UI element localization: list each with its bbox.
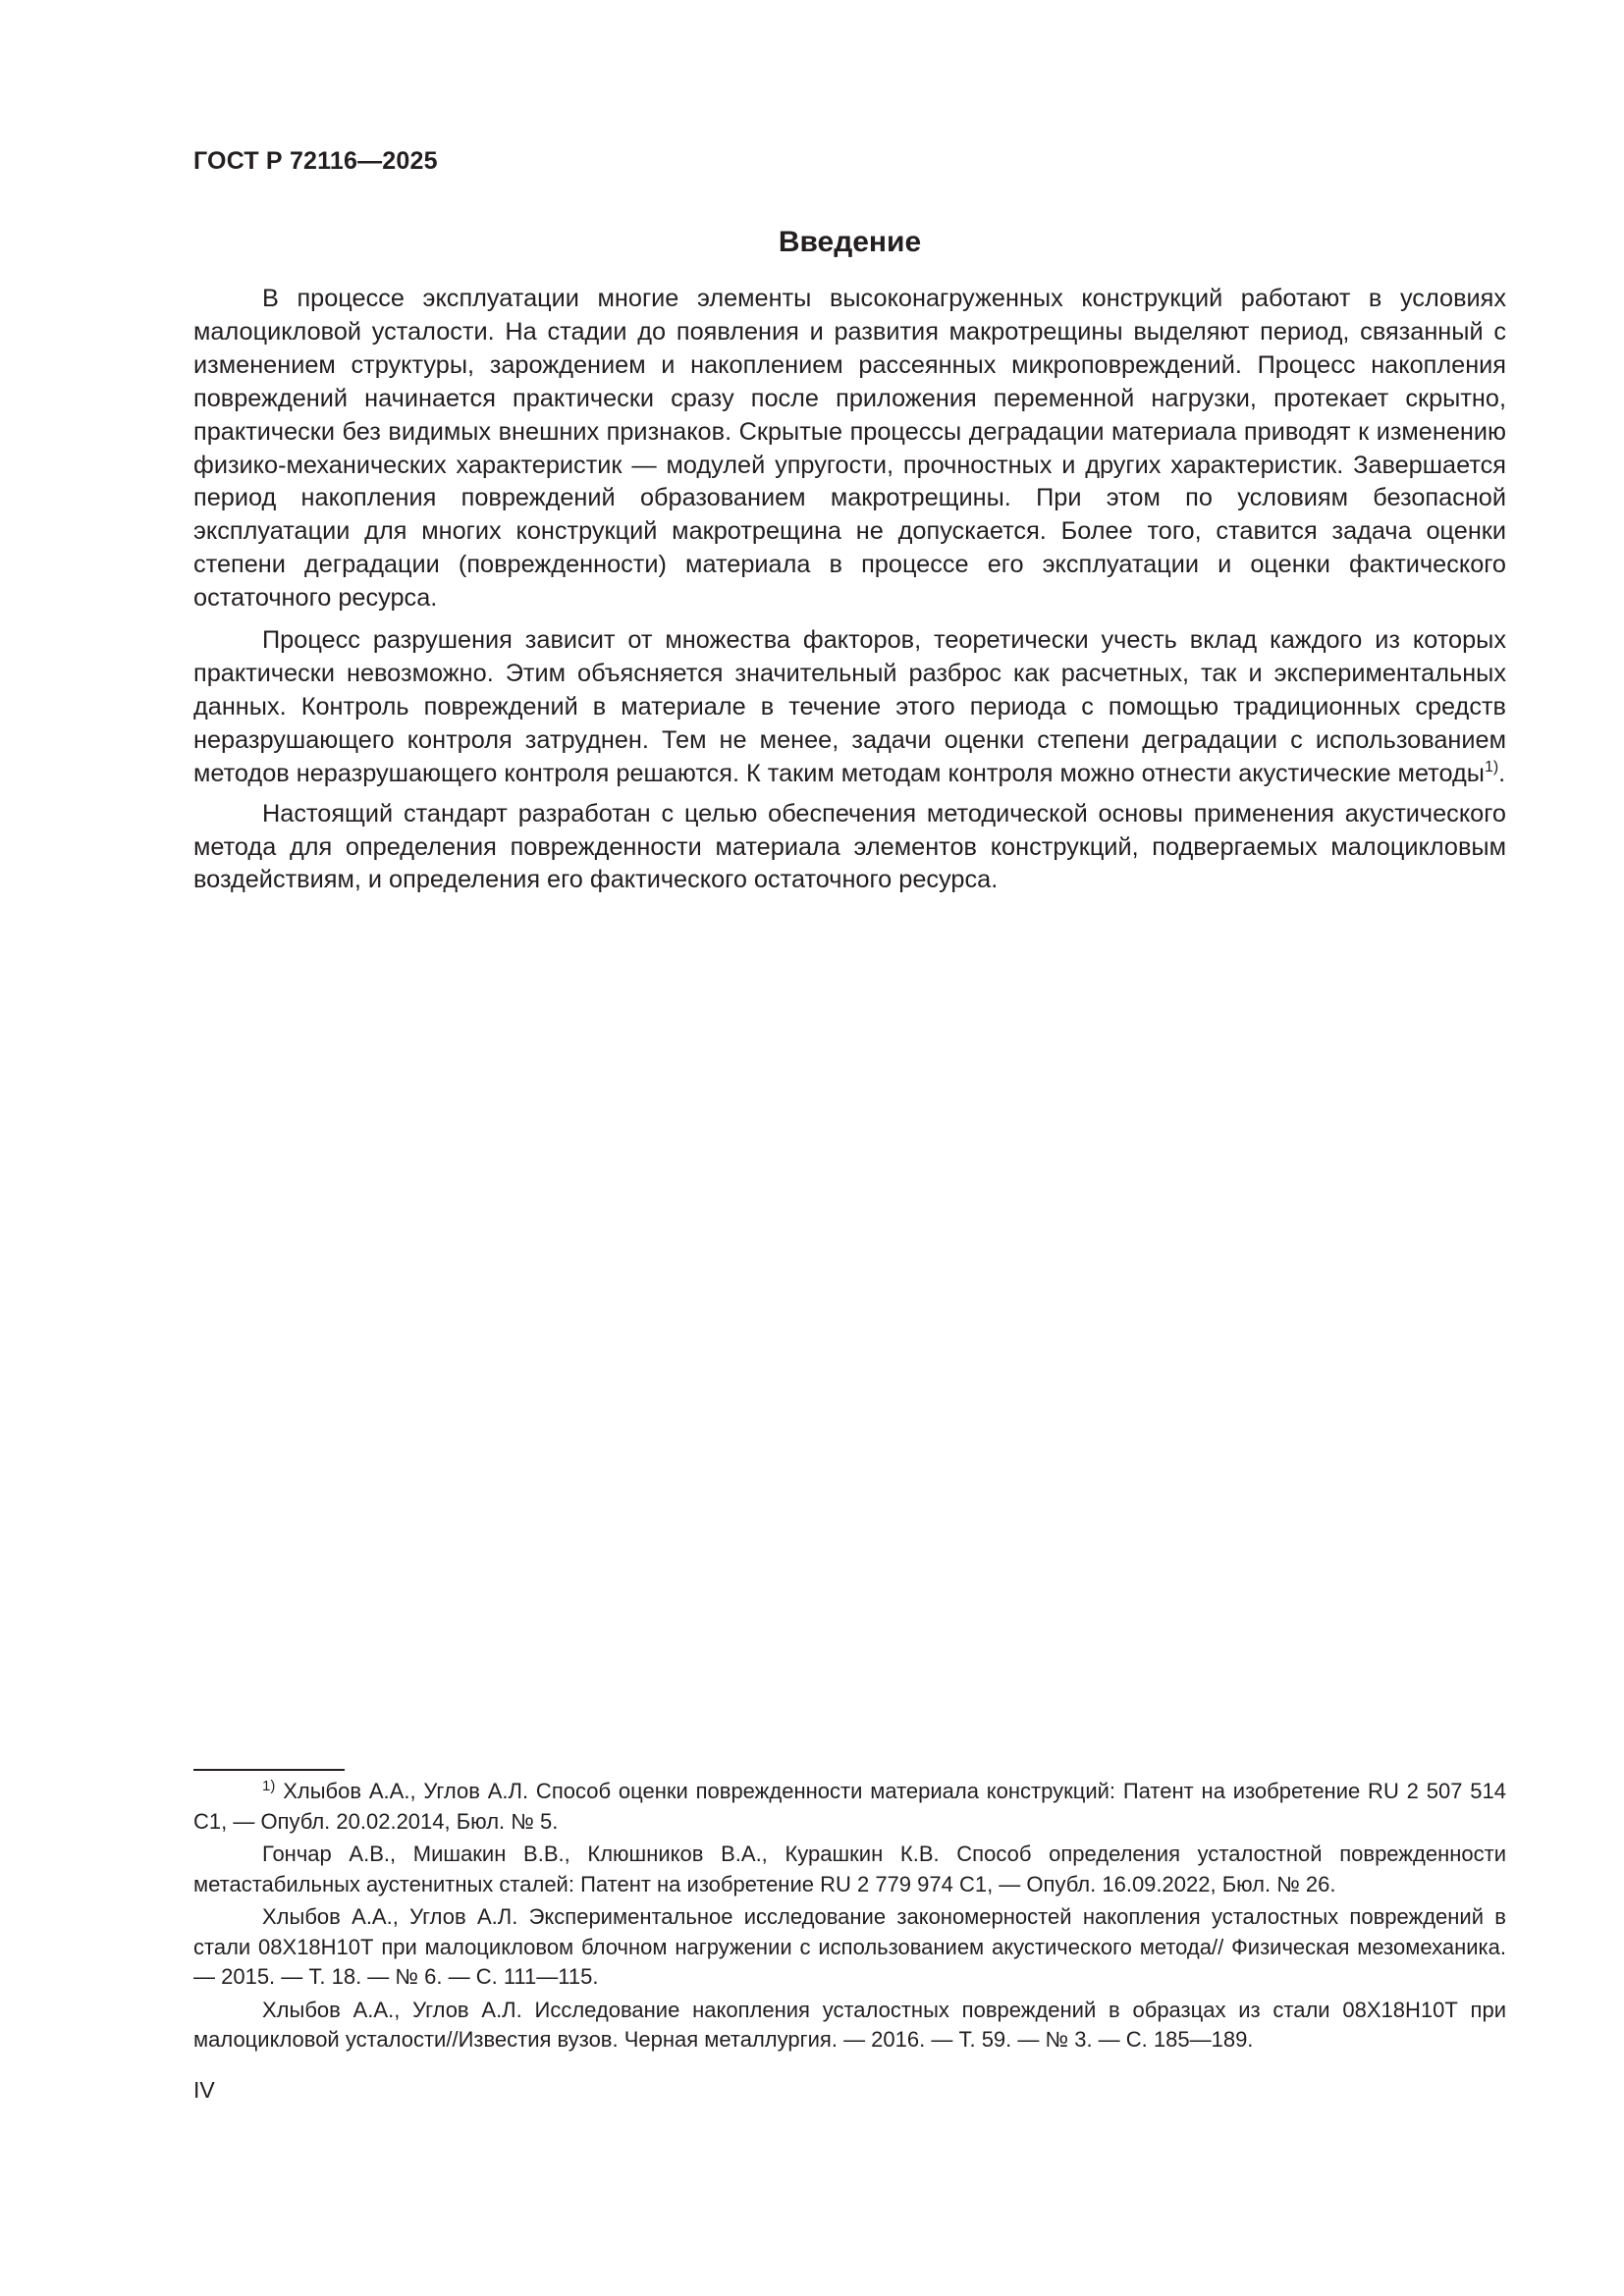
paragraph: В процессе эксплуатации многие элементы высоконагруженных конструкций работают в условиях малоцикловой усталости. На стадии до появления и развития макротрещины выделяют период, связанный с изменением структуры, зарождением и накоплением рассеянных микроповреждений. Процесс накопления повреждений начинается практически сразу после приложения переменной нагрузки, протекает скрытно, практически без видимых внешних признаков. Скрытые процессы деградации материала приводят к изменению физико-механических характеристик — модулей упругости, прочностных и других характеристик. Завершается период накопления повреждений образованием макротрещины. При этом по условиям безопасной эксплуатации для многих конструкций макротрещина не допускается. Более того, ставится задача оценки степени деградации (поврежденности) материала в процессе его эксплуатации и оценки фактического остаточного ресурса. [193,285,1506,613]
footnote-item: Хлыбов А.А., Углов А.Л. Исследование накопления усталостных повреждений в образцах из стали 08Х18Н10Т при малоцикловой усталости//Известия вузов. Черная металлургия. — 2016. — Т. 59. — № 3. — С. 185—189. [193,1997,1506,2052]
document-header: ГОСТ Р 72116—2025 [193,147,438,175]
footnote-text: Хлыбов А.А., Углов А.Л. Способ оценки поврежденности материала конструкций: Патент на изобретение RU 2 507 514 С1, — Опубл. 20.02.2014, Бюл. № 5. [193,1779,1506,1834]
page-number: IV [193,2077,215,2103]
section-title: Введение [778,226,922,258]
footnote-separator [193,1769,345,1771]
footnote-item: Гончар А.В., Мишакин В.В., Клюшников В.А., Курашкин К.В. Способ определения усталостной поврежденности метастабильных аустенитных сталей: Патент на изобретение RU 2 779 974 С1, — Опубл. 16.09.2022, Бюл. № 26. [193,1842,1506,1896]
paragraph: Настоящий стандарт разработан с целью обеспечения методической основы применения акустического метода для определения поврежденности материала элементов конструкций, подвергаемых малоцикловым воздействиям, и определения его фактического остаточного ресурса. [193,799,1506,894]
footnote-marker: 1) [262,1778,276,1794]
footnote-item [193,1777,1506,1837]
footnote-item: Хлыбов А.А., Углов А.Л. Экспериментальное исследование закономерностей накопления усталостных повреждений в стали 08Х18Н10Т при малоцикловом блочном нагружении с использованием акустического метода// Физическая мезомеханика. — 2015. — Т. 18. — № 6. — С. 111—115. [193,1904,1506,1989]
footnote-reference[interactable]: 1) [1484,758,1499,775]
paragraph-text: Процесс разрушения зависит от множества факторов, теоретически учесть вклад каждого из которых практически невозможно. Этим объясняется значительный разброс как расчетных, так и экспериментальных данных. Контроль повреждений в материале в течение этого периода с помощью традиционных средств неразрушающего контроля затруднен. Тем не менее, задачи оценки степени деградации с использованием методов неразрушающего контроля решаются. К таким методам контроля можно отнести акустические методы [193,626,1506,787]
body-text [193,283,1506,897]
paragraph: Процесс разрушения зависит от множества факторов, теоретически учесть вклад каждого из которых практически невозможно. Этим объясняется значительный разброс как расчетных, так и экспериментальных данных. Контроль повреждений в материале в течение этого периода с помощью традиционных средств неразрушающего контроля затруднен. Тем не менее, задачи оценки степени деградации с использованием методов неразрушающего контроля решаются. К таким методам контроля можно отнести акустические методы$^{1)}$. [193,626,1506,787]
footnotes [193,1777,1506,2058]
